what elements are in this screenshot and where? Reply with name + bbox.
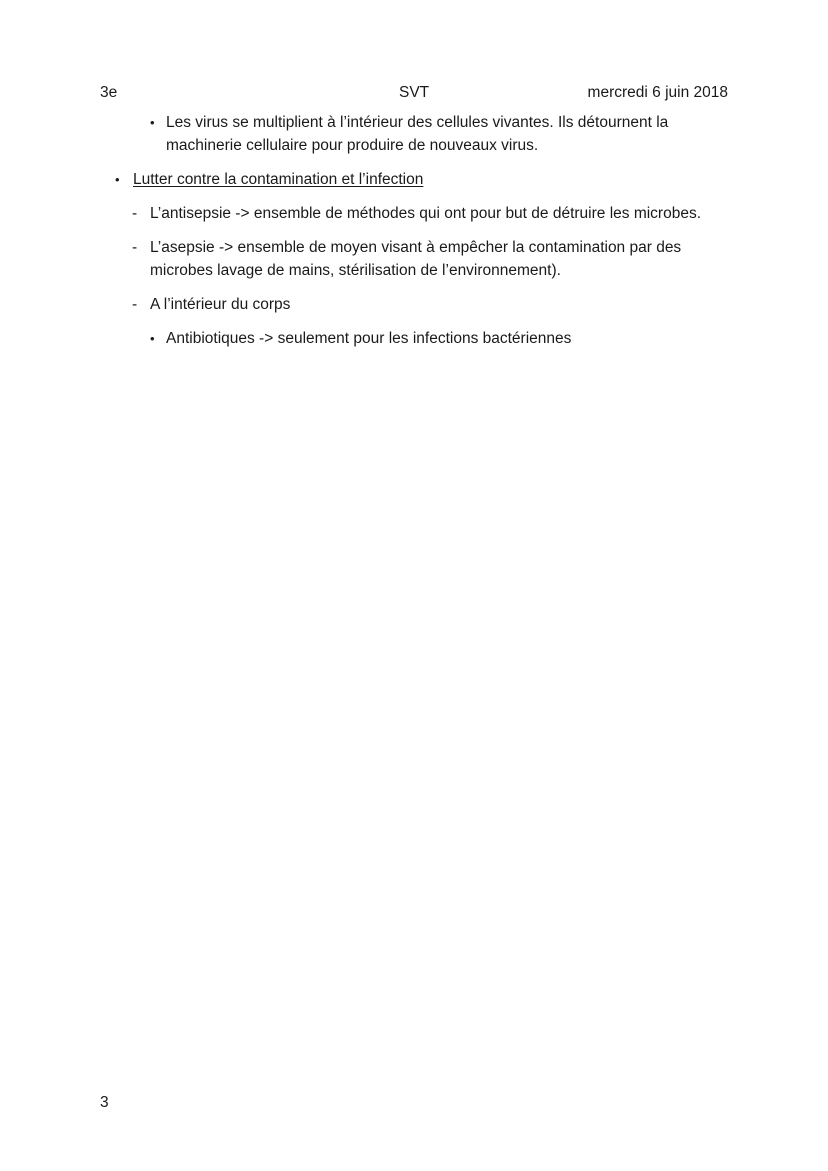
page-number: 3 bbox=[100, 1094, 109, 1111]
dash-marker: - bbox=[132, 205, 138, 222]
interieur-corps-text: A l’intérieur du corps bbox=[150, 296, 291, 313]
section-heading: Lutter contre la contamination et l’infection bbox=[133, 171, 424, 188]
section-heading-item bbox=[115, 168, 723, 191]
asepsie-text: L’asepsie -> ensemble de moyen visant à empêcher la contamination par des microbes lavage de mains, stérilisation de l’environnement). bbox=[150, 239, 682, 279]
bullet-marker: • bbox=[150, 331, 155, 346]
dash-marker: - bbox=[132, 239, 138, 256]
list-item-antisepsie bbox=[132, 202, 730, 225]
bullet-marker: • bbox=[150, 115, 155, 130]
subject-title: SVT bbox=[399, 84, 430, 101]
list-item-asepsie bbox=[132, 236, 730, 282]
list-item-virus bbox=[150, 111, 726, 157]
dash-marker: - bbox=[132, 296, 138, 313]
antibiotiques-text: Antibiotiques -> seulement pour les infections bactériennes bbox=[166, 330, 572, 347]
virus-text: Les virus se multiplient à l’intérieur des cellules vivantes. Ils détournent la machinerie cellulaire pour produire de nouveaux virus. bbox=[166, 114, 669, 154]
class-level: 3e bbox=[100, 84, 118, 101]
list-item-antibiotiques bbox=[150, 327, 726, 350]
page-content bbox=[0, 111, 828, 350]
page-header bbox=[100, 84, 728, 106]
header-date: mercredi 6 juin 2018 bbox=[587, 84, 728, 101]
bullet-marker: • bbox=[115, 172, 120, 187]
list-item-interieur-corps bbox=[132, 293, 730, 316]
antisepsie-text: L’antisepsie -> ensemble de méthodes qui ont pour but de détruire les microbes. bbox=[150, 205, 702, 222]
